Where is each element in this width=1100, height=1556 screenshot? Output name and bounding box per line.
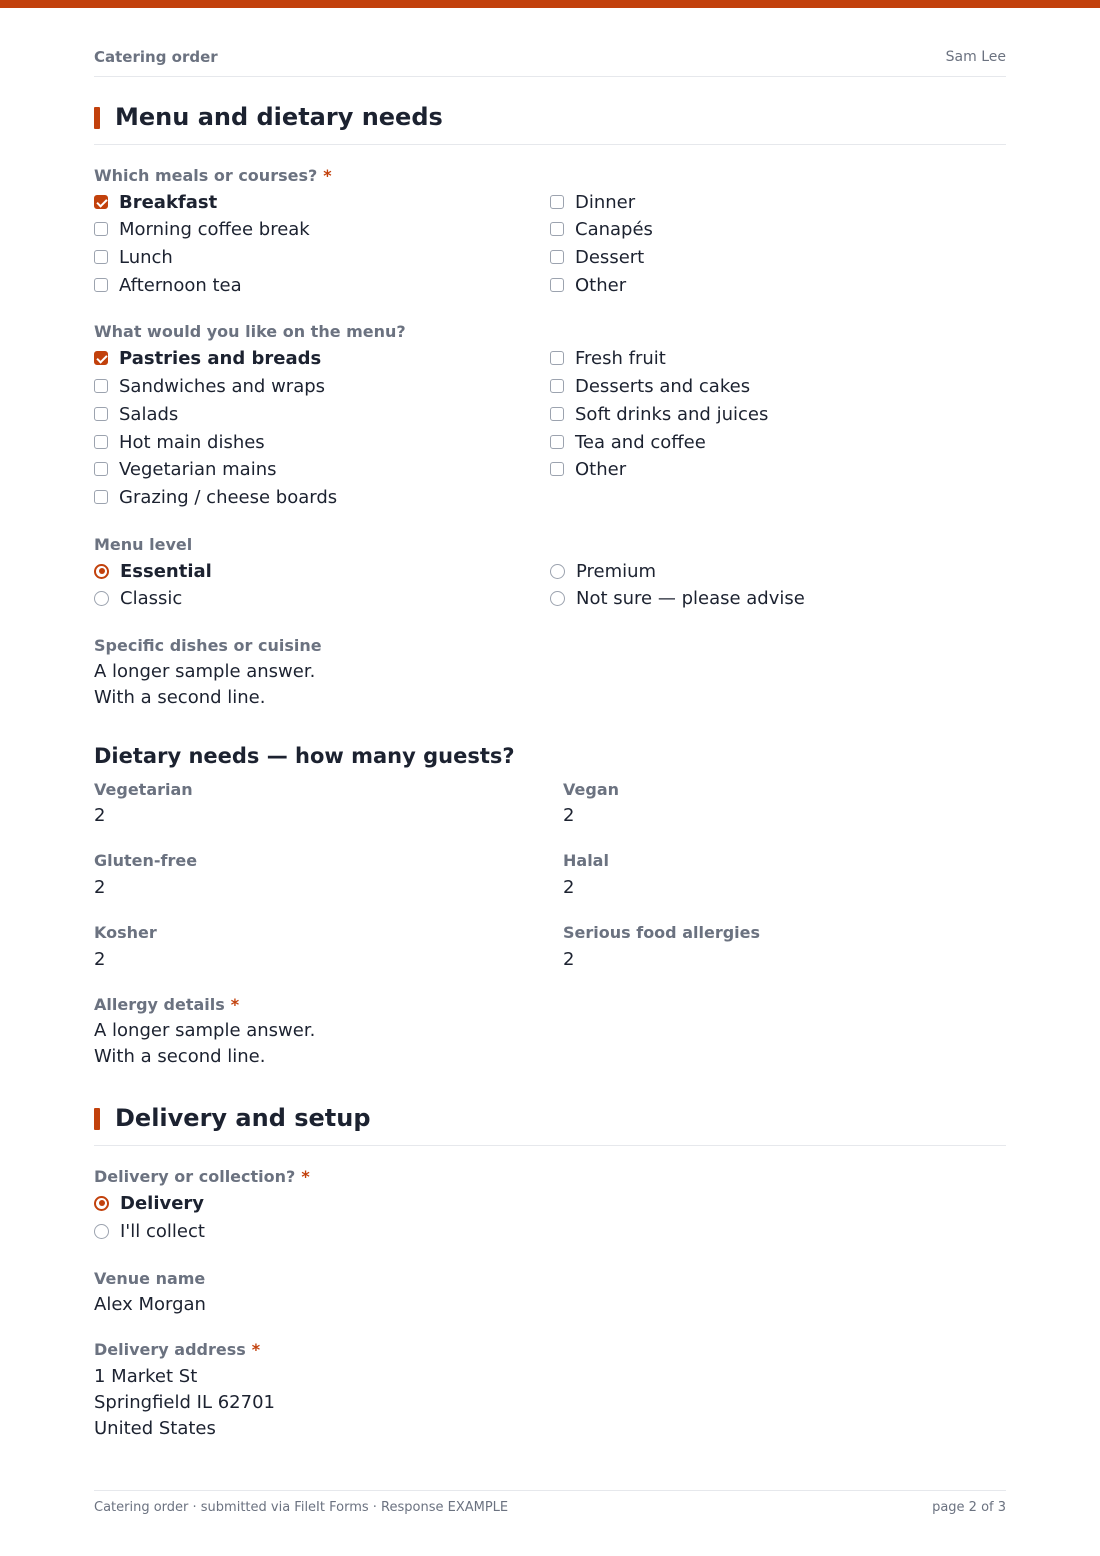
meal-option-afternoon-tea[interactable] bbox=[94, 271, 242, 299]
menu-option-grazing[interactable] bbox=[94, 483, 337, 511]
delivery-method-label-text: Delivery or collection? bbox=[94, 1167, 296, 1186]
checkbox-icon[interactable] bbox=[94, 490, 108, 504]
allergies-value: 2 bbox=[563, 949, 575, 970]
option-label: Afternoon tea bbox=[119, 274, 242, 296]
option-label: Lunch bbox=[119, 246, 173, 268]
gluten-free-value: 2 bbox=[94, 877, 106, 898]
option-label: Dinner bbox=[575, 191, 636, 213]
allergy-details-label bbox=[94, 995, 239, 1014]
menu-option-sandwiches[interactable] bbox=[94, 372, 325, 400]
venue-value: Alex Morgan bbox=[94, 1294, 206, 1315]
level-option-classic[interactable] bbox=[94, 584, 182, 612]
option-label: Grazing / cheese boards bbox=[119, 486, 338, 508]
halal-value: 2 bbox=[563, 877, 575, 898]
menu-option-vegetarian-mains[interactable] bbox=[94, 455, 277, 483]
allergy-details-answer: A longer sample answer. With a second line. bbox=[94, 1020, 316, 1067]
meal-option-dessert[interactable] bbox=[550, 243, 644, 271]
option-label: Pastries and breads bbox=[119, 347, 322, 369]
option-label: Morning coffee break bbox=[119, 218, 310, 240]
form-page bbox=[94, 0, 1006, 1556]
meal-option-breakfast[interactable] bbox=[94, 188, 217, 216]
option-label: Hot main dishes bbox=[119, 431, 265, 453]
checkbox-icon[interactable] bbox=[550, 195, 564, 209]
required-marker: * bbox=[323, 166, 332, 185]
section-accent-bar bbox=[94, 107, 100, 129]
checkbox-icon[interactable] bbox=[550, 351, 564, 365]
option-label: Vegetarian mains bbox=[119, 458, 277, 480]
footer-info: Catering order · submitted via FileIt Forms · Response EXAMPLE bbox=[94, 1500, 509, 1515]
option-label: Dessert bbox=[575, 246, 645, 268]
option-label: Soft drinks and juices bbox=[575, 403, 769, 425]
option-label: Essential bbox=[120, 560, 212, 582]
vegan-value: 2 bbox=[563, 805, 575, 826]
meal-option-morning-coffee[interactable] bbox=[94, 215, 310, 243]
meal-option-lunch[interactable] bbox=[94, 243, 173, 271]
option-label: Not sure — please advise bbox=[576, 587, 805, 609]
radio-icon[interactable] bbox=[550, 591, 565, 606]
menu-option-tea-coffee[interactable] bbox=[550, 428, 706, 456]
page-header bbox=[94, 48, 1006, 77]
address-label bbox=[94, 1340, 260, 1359]
delivery-method-label bbox=[94, 1167, 310, 1186]
checkbox-icon[interactable] bbox=[550, 222, 564, 236]
level-option-premium[interactable] bbox=[550, 557, 656, 585]
dietary-heading: Dietary needs — how many guests? bbox=[94, 744, 515, 768]
specific-dishes-label: Specific dishes or cuisine bbox=[94, 636, 322, 655]
option-label: Tea and coffee bbox=[575, 431, 706, 453]
meal-option-canapes[interactable] bbox=[550, 215, 653, 243]
radio-icon[interactable] bbox=[550, 564, 565, 579]
menu-level-label: Menu level bbox=[94, 535, 193, 554]
vegan-label: Vegan bbox=[563, 780, 619, 799]
menu-option-hot-mains[interactable] bbox=[94, 428, 265, 456]
checkbox-icon[interactable] bbox=[550, 435, 564, 449]
checkbox-icon[interactable] bbox=[550, 250, 564, 264]
section-title-menu: Menu and dietary needs bbox=[115, 103, 443, 131]
menu-option-fresh-fruit[interactable] bbox=[550, 344, 666, 372]
section-header-delivery bbox=[94, 1101, 1006, 1146]
required-marker: * bbox=[301, 1167, 310, 1186]
option-label: Fresh fruit bbox=[575, 347, 666, 369]
kosher-value: 2 bbox=[94, 949, 106, 970]
meals-label bbox=[94, 166, 332, 185]
required-marker: * bbox=[230, 995, 240, 1014]
menu-option-desserts[interactable] bbox=[550, 372, 750, 400]
radio-icon[interactable] bbox=[94, 591, 109, 606]
option-label: Salads bbox=[119, 403, 179, 425]
menu-option-other[interactable] bbox=[550, 455, 626, 483]
radio-icon[interactable] bbox=[94, 1224, 109, 1239]
radio-selected-icon[interactable] bbox=[94, 564, 109, 579]
page-footer bbox=[94, 1490, 1006, 1521]
level-option-essential[interactable] bbox=[94, 557, 212, 585]
page-number: page 2 of 3 bbox=[932, 1500, 1006, 1515]
radio-selected-icon[interactable] bbox=[94, 1196, 109, 1211]
checkbox-checked-icon[interactable] bbox=[94, 351, 108, 365]
checkbox-icon[interactable] bbox=[94, 278, 108, 292]
option-label: I'll collect bbox=[120, 1220, 205, 1242]
option-label: Premium bbox=[576, 560, 657, 582]
menu-option-salads[interactable] bbox=[94, 400, 178, 428]
vegetarian-value: 2 bbox=[94, 805, 106, 826]
address-value: 1 Market St Springfield IL 62701 United States bbox=[94, 1366, 275, 1439]
option-label: Desserts and cakes bbox=[575, 375, 751, 397]
vegetarian-label: Vegetarian bbox=[94, 780, 193, 799]
specific-dishes-answer: A longer sample answer. With a second line. bbox=[94, 661, 316, 708]
level-option-not-sure[interactable] bbox=[550, 584, 805, 612]
option-label: Other bbox=[575, 274, 627, 296]
venue-label: Venue name bbox=[94, 1269, 206, 1288]
required-marker: * bbox=[251, 1340, 261, 1359]
meal-option-dinner[interactable] bbox=[550, 188, 635, 216]
delivery-option-delivery[interactable] bbox=[94, 1189, 204, 1217]
kosher-label: Kosher bbox=[94, 923, 157, 942]
checkbox-icon[interactable] bbox=[94, 379, 108, 393]
allergy-details-label-text: Allergy details bbox=[94, 995, 225, 1014]
checkbox-icon[interactable] bbox=[94, 222, 108, 236]
option-label: Breakfast bbox=[119, 191, 218, 213]
option-label: Canapés bbox=[575, 218, 653, 240]
option-label: Other bbox=[575, 458, 627, 480]
menu-option-pastries[interactable] bbox=[94, 344, 321, 372]
menu-items-label: What would you like on the menu? bbox=[94, 322, 406, 341]
checkbox-checked-icon[interactable] bbox=[94, 195, 108, 209]
meal-option-other[interactable] bbox=[550, 271, 626, 299]
option-label: Delivery bbox=[120, 1192, 205, 1214]
section-title-delivery: Delivery and setup bbox=[115, 1104, 371, 1132]
section-accent-bar bbox=[94, 1108, 100, 1130]
checkbox-icon[interactable] bbox=[94, 250, 108, 264]
halal-label: Halal bbox=[563, 851, 609, 870]
delivery-option-collect[interactable] bbox=[94, 1217, 205, 1245]
checkbox-icon[interactable] bbox=[94, 462, 108, 476]
option-label: Classic bbox=[120, 587, 183, 609]
respondent-name: Sam Lee bbox=[945, 49, 1006, 65]
gluten-free-label: Gluten-free bbox=[94, 851, 198, 870]
allergies-label: Serious food allergies bbox=[563, 923, 761, 942]
checkbox-icon[interactable] bbox=[94, 407, 108, 421]
menu-option-soft-drinks[interactable] bbox=[550, 400, 768, 428]
checkbox-icon[interactable] bbox=[550, 278, 564, 292]
checkbox-icon[interactable] bbox=[550, 462, 564, 476]
checkbox-icon[interactable] bbox=[550, 379, 564, 393]
address-label-text: Delivery address bbox=[94, 1340, 246, 1359]
form-title: Catering order bbox=[94, 48, 218, 66]
checkbox-icon[interactable] bbox=[94, 435, 108, 449]
meals-label-text: Which meals or courses? bbox=[94, 166, 318, 185]
option-label: Sandwiches and wraps bbox=[119, 375, 326, 397]
checkbox-icon[interactable] bbox=[550, 407, 564, 421]
section-header-menu bbox=[94, 100, 1006, 145]
